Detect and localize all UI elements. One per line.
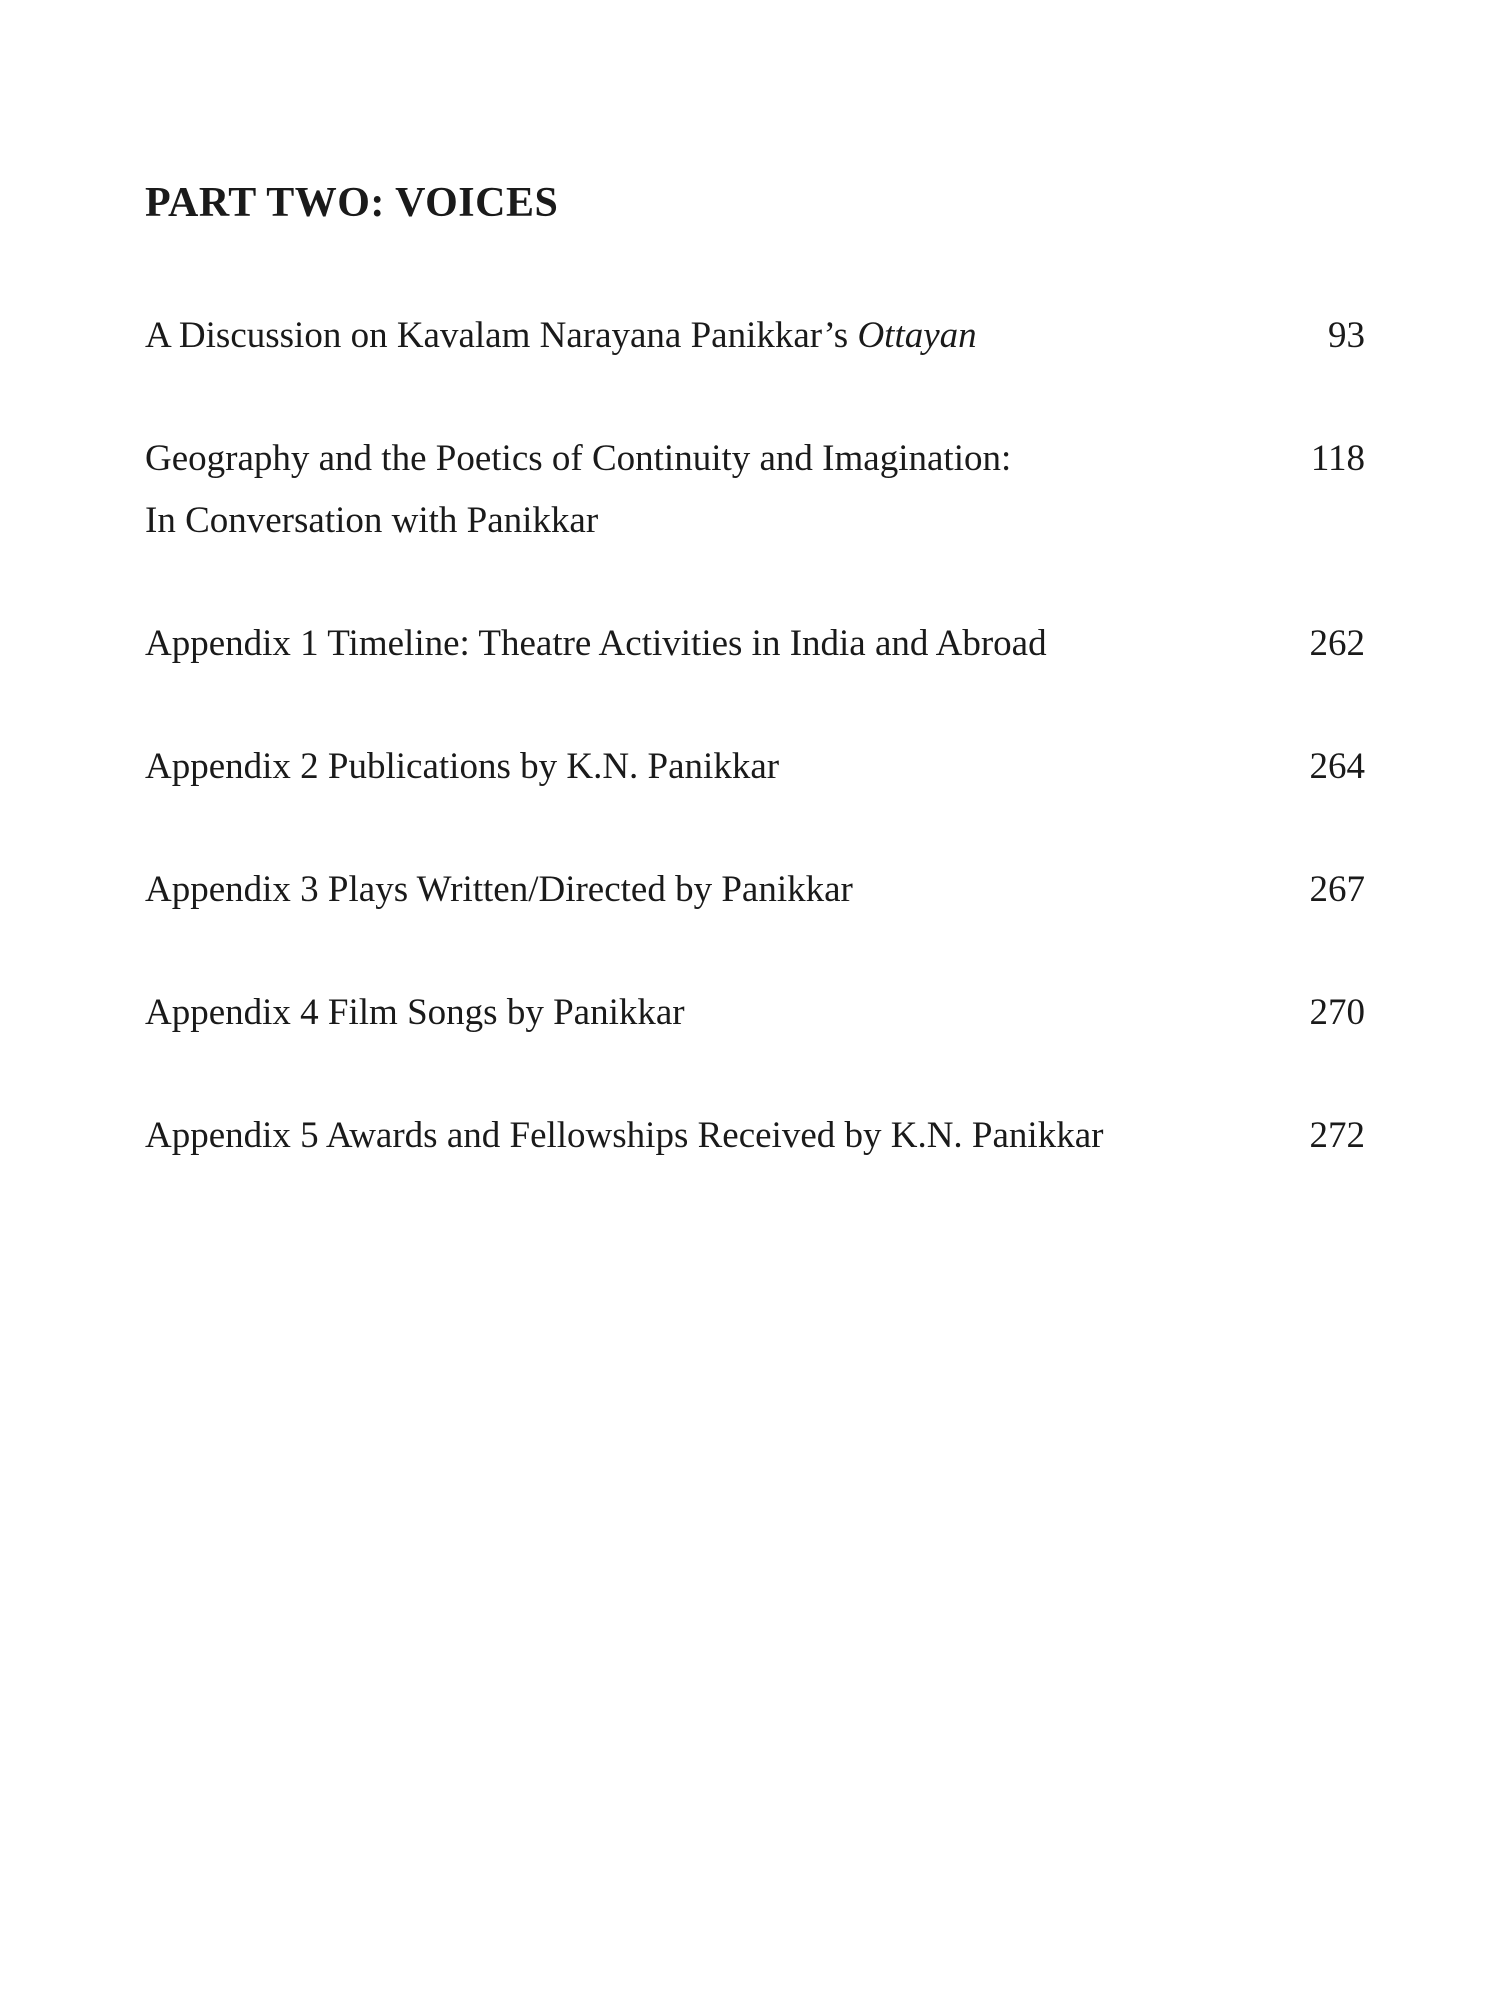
toc-entry-title: Appendix 5 Awards and Fellowships Received by K.N. Panikkar (145, 1115, 1104, 1156)
toc-entry (145, 982, 1365, 1044)
toc-entry (145, 428, 1365, 552)
toc-entry-title: Appendix 4 Film Songs by Panikkar (145, 992, 685, 1033)
section-heading: PART TWO: VOICES (145, 180, 559, 226)
toc-entry-page-number: 272 (1309, 1115, 1365, 1156)
toc-entry-page-number: 262 (1309, 623, 1365, 664)
toc-entry-title-text: A Discussion on Kavalam Narayana Panikkar’s (145, 315, 858, 356)
toc-entry-title (145, 428, 1215, 552)
toc-entry (145, 1105, 1365, 1167)
toc-entry-title: Appendix 3 Plays Written/Directed by Panikkar (145, 869, 853, 910)
toc-entry-page-number: 270 (1309, 992, 1365, 1033)
toc-entry (145, 613, 1365, 675)
toc-entry (145, 859, 1365, 921)
toc-entry (145, 305, 1365, 367)
table-of-contents (145, 305, 1365, 1228)
toc-entry-title: Appendix 2 Publications by K.N. Panikkar (145, 746, 780, 787)
toc-entry-page-number: 118 (1310, 438, 1365, 479)
toc-entry-page-number: 93 (1328, 315, 1365, 356)
toc-entry-title-line-2: In Conversation with Panikkar (145, 500, 599, 541)
toc-entry-page-number: 267 (1309, 869, 1365, 910)
toc-entry-page-number: 264 (1309, 746, 1365, 787)
toc-entry-title (145, 305, 1215, 367)
toc-entry (145, 736, 1365, 798)
toc-entry-title-italic: Ottayan (857, 315, 977, 356)
toc-entry-title: Appendix 1 Timeline: Theatre Activities in India and Abroad (145, 623, 1047, 664)
toc-entry-title-line-1: Geography and the Poetics of Continuity and Imagination: (145, 438, 1012, 479)
